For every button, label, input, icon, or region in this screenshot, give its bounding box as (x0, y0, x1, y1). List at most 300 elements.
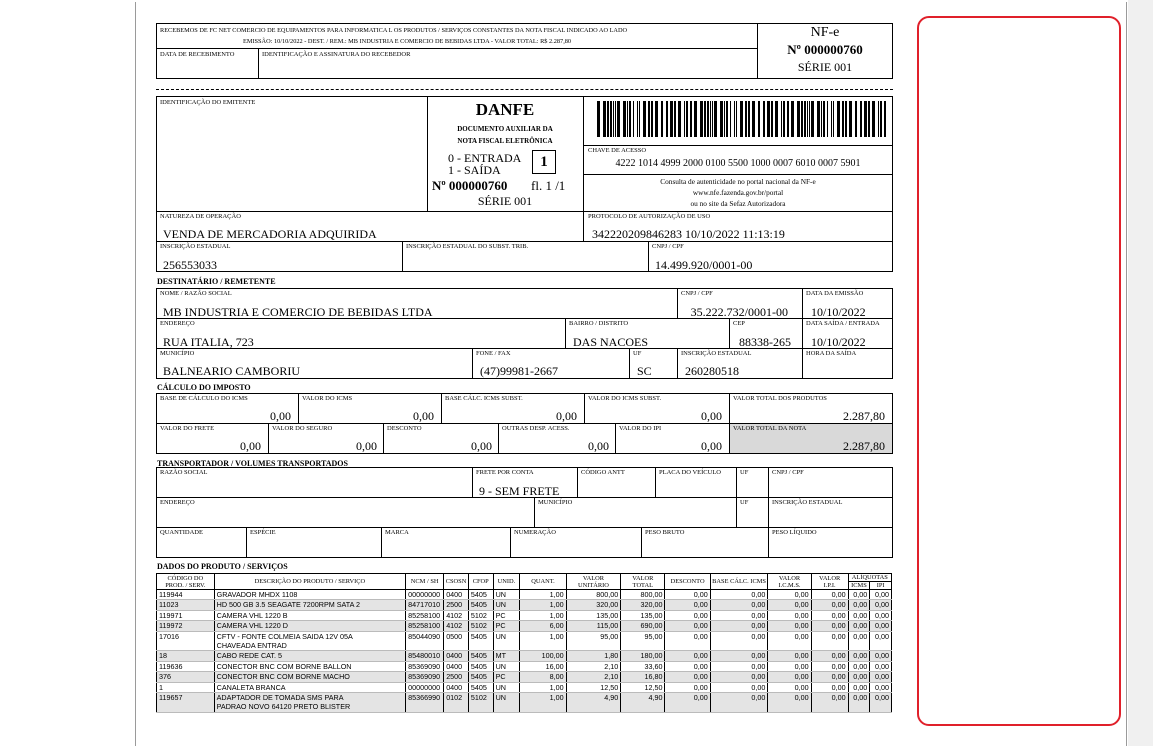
issue-date-label: DATA DA EMISSÃO (806, 290, 864, 297)
carrier-uf-label: UF (740, 469, 749, 476)
icms-st-value: 0,00 (701, 409, 722, 423)
other-expenses-value: 0,00 (588, 439, 609, 453)
barcode-bar (610, 101, 612, 137)
products-section-title: DADOS DO PRODUTO / SERVIÇOS (157, 562, 288, 571)
recipient-ie-label: INSCRIÇÃO ESTADUAL (681, 350, 752, 357)
barcode-bar (880, 101, 882, 137)
other-expenses-label: OUTRAS DESP. ACESS. (502, 425, 570, 432)
cell-ipi: 0,00 (811, 672, 848, 682)
cell-un: PC (493, 672, 520, 682)
cell-dsc: 0,00 (665, 661, 710, 671)
icms-value: 0,00 (413, 409, 434, 423)
table-row (157, 693, 892, 713)
barcode-bar (694, 101, 697, 137)
cell-unit: 800,00 (566, 590, 621, 600)
protocol-value: 342220209846283 10/10/2022 11:13:19 (592, 227, 785, 241)
cell-cfop: 5405 (468, 631, 493, 651)
barcode-bar (651, 101, 653, 137)
cell-un: UN (493, 590, 520, 600)
col-unit-price-header: VALOR UNITÁRIO (566, 574, 621, 590)
cell-desc-line: ADAPTADOR DE TOMADA SMS PARA (216, 693, 344, 703)
cell-cod: 119657 (157, 693, 215, 713)
cell-unit: 4,90 (566, 693, 621, 713)
cell-base: 0,00 (710, 672, 768, 682)
barcode-bar (730, 101, 731, 137)
recipient-zip: 88338-265 (739, 335, 791, 349)
cell-desc-line: CABO REDE CAT. 5 (216, 651, 283, 661)
products-table (156, 573, 892, 713)
cell-cfop: 5102 (468, 693, 493, 713)
cell-csosn: 2500 (444, 672, 469, 682)
barcode-bar (771, 101, 773, 137)
cell-ncm: 85369090 (406, 672, 444, 682)
table-row (157, 590, 892, 600)
freight-mode: 9 - SEM FRETE (479, 484, 560, 498)
cell-ai: 0,00 (848, 672, 870, 682)
cell-ai: 0,00 (848, 621, 870, 631)
barcode-bar (842, 101, 844, 137)
cell-base: 0,00 (710, 600, 768, 610)
cell-qtd: 100,00 (520, 651, 566, 661)
cell-base: 0,00 (710, 621, 768, 631)
cell-icms: 0,00 (768, 682, 811, 692)
cell-desc (214, 672, 405, 682)
table-row (157, 610, 892, 620)
invoice-total: 2.287,80 (843, 439, 885, 453)
table-row (157, 672, 892, 682)
cell-ipi: 0,00 (811, 693, 848, 713)
cell-base: 0,00 (710, 693, 768, 713)
cell-icms: 0,00 (768, 631, 811, 651)
table-row (157, 661, 892, 671)
issuer-ie-label: INSCRIÇÃO ESTADUAL (160, 243, 231, 250)
recipient-district: DAS NACOES (573, 335, 649, 349)
cell-ipi: 0,00 (811, 621, 848, 631)
cell-dsc: 0,00 (665, 610, 710, 620)
barcode-bar (837, 101, 840, 137)
danfe-title: DANFE (475, 100, 535, 119)
tax-section-title: CÁLCULO DO IMPOSTO (157, 383, 251, 392)
barcode-bar (783, 101, 785, 137)
cell-unit: 320,00 (566, 600, 621, 610)
cell-dsc: 0,00 (665, 682, 710, 692)
cell-desc (214, 651, 405, 661)
barcode-bar (684, 101, 685, 137)
cell-total: 135,00 (621, 610, 665, 620)
cell-cod: 376 (157, 672, 215, 682)
cell-cfop: 5405 (468, 590, 493, 600)
cell-unit: 1,80 (566, 651, 621, 661)
insurance-value: 0,00 (356, 439, 377, 453)
barcode-bar (666, 101, 668, 137)
table-row (157, 621, 892, 631)
cell-csosn: 4102 (444, 610, 469, 620)
issuer-ie-value: 256553033 (163, 258, 217, 272)
cell-un: UN (493, 693, 520, 713)
discount-value: 0,00 (471, 439, 492, 453)
cell-total: 800,00 (621, 590, 665, 600)
cell-qtd: 8,00 (520, 672, 566, 682)
cell-desc (214, 631, 405, 651)
barcode-bar (864, 101, 867, 137)
barcode-bar (670, 101, 673, 137)
cell-icms: 0,00 (768, 651, 811, 661)
exit-option: 1 - SAÍDA (448, 163, 501, 177)
barcode-bar (748, 101, 750, 137)
col-quantity-header: QUANT. (520, 574, 566, 590)
carrier-ie-label: INSCRIÇÃO ESTADUAL (772, 499, 843, 506)
barcode-bar (734, 101, 735, 137)
stub-nfe-label: NF-e (810, 25, 840, 40)
cell-desc-line: GRAVADOR MHDX 1108 (216, 590, 298, 599)
recipient-phone: (47)99981-2667 (480, 364, 558, 378)
cell-un: MT (493, 651, 520, 661)
cell-icms: 0,00 (768, 661, 811, 671)
barcode-bar (855, 101, 857, 137)
col-description-header: DESCRIÇÃO DO PRODUTO / SERVIÇO (214, 574, 405, 590)
barcode-bar (823, 101, 825, 137)
table-row (157, 600, 892, 610)
cell-base: 0,00 (710, 590, 768, 600)
cell-ap: 0,00 (870, 682, 892, 692)
col-icms-base-header: BASE CÁLC. ICMS (710, 574, 768, 590)
barcode-bar (603, 101, 606, 137)
recipient-zip-label: CEP (733, 320, 745, 327)
cell-unit: 12,50 (566, 682, 621, 692)
cell-unit: 135,00 (566, 610, 621, 620)
barcode-bar (884, 101, 886, 137)
cell-ai: 0,00 (848, 661, 870, 671)
barcode-bar (678, 101, 681, 137)
cell-ncm: 85258100 (406, 610, 444, 620)
stub-text-line2: EMISSÃO: 10/10/2022 - DEST. / REM.: MB INDUSTRIA E COMERCIO DE BEBIDAS LTDA - VALOR TOTAL: R$ 2.287,80 (243, 38, 572, 45)
cell-ap: 0,00 (870, 621, 892, 631)
cell-desc (214, 600, 405, 610)
carrier-name-label: RAZÃO SOCIAL (160, 469, 208, 476)
protocol-label: PROTOCOLO DE AUTORIZAÇÃO DE USO (588, 213, 711, 220)
barcode-bar (643, 101, 646, 137)
vehicle-plate-label: PLACA DO VEÍCULO (659, 469, 721, 476)
barcode-bar (872, 101, 875, 137)
cell-total: 180,00 (621, 651, 665, 661)
cell-icms: 0,00 (768, 693, 811, 713)
operation-type-box: 1 (532, 150, 556, 174)
cell-ncm: 85044090 (406, 631, 444, 651)
carrier-city-label: MUNICÍPIO (538, 499, 573, 506)
cell-csosn: 0400 (444, 590, 469, 600)
col-rate-ipi-header: IPI (870, 582, 892, 590)
cell-ai: 0,00 (848, 651, 870, 661)
cell-unit: 2,10 (566, 672, 621, 682)
cell-cfop: 5405 (468, 672, 493, 682)
recipient-section-title: DESTINATÁRIO / REMETENTE (157, 277, 276, 286)
barcode-bar (607, 101, 609, 137)
cell-qtd: 1,00 (520, 610, 566, 620)
barcode-bar (787, 101, 789, 137)
barcode-bar (661, 101, 663, 137)
col-icms-value-header: VALOR I.C.M.S. (768, 574, 811, 590)
cell-ipi: 0,00 (811, 661, 848, 671)
gross-weight-label: PESO BRUTO (645, 529, 685, 536)
cell-desc-line: CONECTOR BNC COM BORNE BALLON (216, 661, 352, 671)
cell-icms: 0,00 (768, 610, 811, 620)
barcode-bar (623, 101, 626, 137)
barcode-bar (831, 101, 832, 137)
barcode-bar (690, 101, 692, 137)
cell-ncm: 85258100 (406, 621, 444, 631)
stub-invoice-number: Nº 000000760 (787, 42, 863, 57)
cell-ipi: 0,00 (811, 631, 848, 651)
cut-line (156, 89, 893, 90)
cell-qtd: 1,00 (520, 682, 566, 692)
cell-total: 16,80 (621, 672, 665, 682)
cell-un: UN (493, 631, 520, 651)
icms-st-base-label: BASE CÁLC. ICMS SUBST. (445, 395, 523, 402)
cell-cfop: 5405 (468, 661, 493, 671)
barcode-bar (712, 101, 713, 137)
barcode-bar (648, 101, 650, 137)
cell-cfop: 5405 (468, 600, 493, 610)
barcode-bar (639, 101, 640, 137)
numbering-label: NUMERAÇÃO (514, 529, 556, 536)
cell-dsc: 0,00 (665, 631, 710, 651)
cell-unit: 115,00 (566, 621, 621, 631)
col-rate-icms-header: ICMS (848, 582, 870, 590)
cell-ipi: 0,00 (811, 600, 848, 610)
barcode-bar (781, 101, 782, 137)
cell-qtd: 1,00 (520, 590, 566, 600)
carrier-block (156, 467, 893, 558)
danfe-sheet: fl. 1 /1 (531, 178, 566, 193)
issuer-cnpj-label: CNPJ / CPF (652, 243, 684, 250)
cell-desc-line: CFTV - FONTE COLMEIA SAIDA 12V 05A (216, 631, 353, 641)
icms-base-label: BASE DE CÁLCULO DO ICMS (160, 395, 248, 402)
authenticity-line-2[interactable]: www.nfe.fazenda.gov.br/portal (692, 188, 784, 197)
barcode-bar (597, 101, 600, 137)
cell-cod: 119636 (157, 661, 215, 671)
receiver-signature-label: IDENTIFICAÇÃO E ASSINATURA DO RECEBEDOR (262, 51, 411, 58)
exit-date-label: DATA SAÍDA / ENTRADA (806, 320, 880, 327)
cell-cod: 18 (157, 651, 215, 661)
cell-un: UN (493, 682, 520, 692)
cell-desc-line: HD 500 GB 3.5 SEAGATE 7200RPM SATA 2 (216, 600, 361, 610)
col-discount-header: DESCONTO (665, 574, 710, 590)
cell-dsc: 0,00 (665, 672, 710, 682)
barcode-bar (686, 101, 688, 137)
cell-ai: 0,00 (848, 600, 870, 610)
issuer-label: IDENTIFICAÇÃO DO EMITENTE (160, 99, 256, 106)
barcode-bar (674, 101, 676, 137)
recipient-address: RUA ITALIA, 723 (163, 335, 254, 349)
barcode-bar (752, 101, 755, 137)
cell-ipi: 0,00 (811, 590, 848, 600)
barcode-bar (797, 101, 800, 137)
issuer-cnpj-value: 14.499.920/0001-00 (655, 258, 753, 272)
barcode-bar (817, 101, 820, 137)
cell-un: PC (493, 621, 520, 631)
col-ipi-value-header: VALOR I.P.I. (811, 574, 848, 590)
cell-cod: 119972 (157, 621, 215, 631)
cell-cod: 11023 (157, 600, 215, 610)
recipient-address-label: ENDEREÇO (160, 320, 195, 327)
species-label: ESPÉCIE (250, 529, 276, 536)
access-key-value: 4222 1014 4999 2000 0100 5500 1000 0007 6010 0007 5901 (615, 158, 861, 169)
freight-value: 0,00 (240, 439, 261, 453)
quantity-label: QUANTIDADE (160, 529, 203, 536)
cell-csosn: 0102 (444, 693, 469, 713)
barcode-bar (833, 101, 834, 137)
cell-ap: 0,00 (870, 693, 892, 713)
cell-desc (214, 621, 405, 631)
cell-total: 95,00 (621, 631, 665, 651)
cell-icms: 0,00 (768, 672, 811, 682)
recipient-cnpj: 35.222.732/0001-00 (690, 305, 788, 319)
barcode-bar (849, 101, 852, 137)
cell-csosn: 0400 (444, 661, 469, 671)
cell-desc-line: CONECTOR BNC COM BORNE MACHO (216, 672, 350, 682)
recipient-name-label: NOME / RAZÃO SOCIAL (160, 290, 232, 297)
cell-ncm: 00000000 (406, 590, 444, 600)
cell-desc-line: CHAVEADA ENTRAD (216, 641, 287, 651)
danfe-subtitle-2: NOTA FISCAL ELETRÔNICA (457, 137, 553, 145)
recipient-name: MB INDUSTRIA E COMERCIO DE BEBIDAS LTDA (163, 305, 433, 319)
danfe-invoice-number: Nº 000000760 (432, 178, 508, 193)
barcode-bar (613, 101, 614, 137)
cell-ncm: 85366990 (406, 693, 444, 713)
antt-label: CÓDIGO ANTT (581, 469, 625, 476)
cell-ipi: 0,00 (811, 610, 848, 620)
cell-ap: 0,00 (870, 631, 892, 651)
cell-un: UN (493, 600, 520, 610)
vertical-scrollbar[interactable] (1128, 0, 1153, 746)
icms-st-base: 0,00 (556, 409, 577, 423)
barcode-bar (868, 101, 870, 137)
barcode-bar (724, 101, 725, 137)
cell-ai: 0,00 (848, 590, 870, 600)
cell-ipi: 0,00 (811, 651, 848, 661)
barcode-bar (720, 101, 723, 137)
recipient-city: BALNEARIO CAMBORIU (163, 364, 301, 378)
cell-ncm: 85369090 (406, 661, 444, 671)
cell-dsc: 0,00 (665, 651, 710, 661)
cell-base: 0,00 (710, 682, 768, 692)
barcode-bar (627, 101, 628, 137)
barcode-bar (767, 101, 770, 137)
authenticity-line-3: ou no site da Sefaz Autorizadora (690, 199, 786, 208)
table-row (157, 682, 892, 692)
cell-ap: 0,00 (870, 672, 892, 682)
barcode-bar (726, 101, 728, 137)
barcode-bar (775, 101, 778, 137)
issuer-ie-st-label: INSCRIÇÃO ESTADUAL DO SUBST. TRIB. (406, 243, 529, 250)
barcode-bar (637, 101, 638, 137)
cell-cod: 1 (157, 682, 215, 692)
barcode-bar (736, 101, 737, 137)
cell-un: UN (493, 661, 520, 671)
receipt-date-label: DATA DE RECEBIMENTO (160, 51, 235, 58)
cell-cfop: 5405 (468, 682, 493, 692)
cell-ai: 0,00 (848, 682, 870, 692)
ipi-value: 0,00 (701, 439, 722, 453)
barcode-bar (860, 101, 862, 137)
cell-qtd: 16,00 (520, 661, 566, 671)
cell-desc (214, 610, 405, 620)
barcode-bar (845, 101, 847, 137)
col-unit-header: UNID. (493, 574, 520, 590)
cell-dsc: 0,00 (665, 621, 710, 631)
icms-st-value-label: VALOR DO ICMS SUBST. (588, 395, 662, 402)
barcode-bar (655, 101, 658, 137)
barcode-bar (745, 101, 747, 137)
invoice-total-label: VALOR TOTAL DA NOTA (733, 425, 807, 432)
barcode (597, 98, 887, 142)
danfe-subtitle-1: DOCUMENTO AUXILIAR DA (457, 125, 553, 133)
col-total-header: VALOR TOTAL (621, 574, 665, 590)
barcode-bar (791, 101, 794, 137)
barcode-bar (827, 101, 828, 137)
barcode-bar (758, 101, 760, 137)
cell-icms: 0,00 (768, 590, 811, 600)
highlight-annotation-box (917, 16, 1121, 726)
cell-desc (214, 693, 405, 713)
barcode-bar (809, 101, 810, 137)
danfe-series: SÉRIE 001 (477, 194, 533, 208)
col-cfop-header: CFOP (468, 574, 493, 590)
cell-desc-line: CAMERA VHL 1220 D (216, 621, 288, 631)
cell-icms: 0,00 (768, 621, 811, 631)
cell-csosn: 0400 (444, 651, 469, 661)
cell-cod: 119971 (157, 610, 215, 620)
barcode-bar (707, 101, 709, 137)
insurance-label: VALOR DO SEGURO (272, 425, 333, 432)
col-rates-header: ALÍQUOTAS (848, 574, 891, 582)
cell-base: 0,00 (710, 610, 768, 620)
cell-base: 0,00 (710, 661, 768, 671)
recipient-city-label: MUNICÍPIO (160, 350, 195, 357)
cell-cfop: 5102 (468, 621, 493, 631)
cell-ipi: 0,00 (811, 682, 848, 692)
recipient-district-label: BAIRRO / DISTRITO (569, 320, 629, 327)
barcode-bar (811, 101, 814, 137)
barcode-bar (714, 101, 717, 137)
barcode-bar (821, 101, 822, 137)
cell-csosn: 0500 (444, 631, 469, 651)
cell-ai: 0,00 (848, 610, 870, 620)
recipient-phone-label: FONE / FAX (476, 350, 511, 357)
carrier-cnpj-label: CNPJ / CPF (772, 469, 804, 476)
cell-csosn: 2500 (444, 600, 469, 610)
brand-label: MARCA (385, 529, 409, 536)
cell-ap: 0,00 (870, 661, 892, 671)
entry-option: 0 - ENTRADA (448, 151, 522, 165)
cell-icms: 0,00 (768, 600, 811, 610)
barcode-bar (615, 101, 616, 137)
barcode-bar (804, 101, 806, 137)
cell-desc-line: CANALETA BRANCA (216, 682, 286, 692)
cell-desc-line: PADRAO NOVO 64120 PRETO BLISTER (216, 702, 351, 712)
cell-qtd: 6,00 (520, 621, 566, 631)
cell-ncm: 85480010 (406, 651, 444, 661)
products-total-label: VALOR TOTAL DOS PRODUTOS (733, 395, 827, 402)
operation-nature-label: NATUREZA DE OPERAÇÃO (160, 213, 241, 220)
barcode-bar (763, 101, 765, 137)
cell-qtd: 1,00 (520, 631, 566, 651)
cell-total: 320,00 (621, 600, 665, 610)
operation-nature-value: VENDA DE MERCADORIA ADQUIRIDA (163, 227, 377, 241)
discount-label: DESCONTO (387, 425, 422, 432)
cell-dsc: 0,00 (665, 590, 710, 600)
carrier-address-label: ENDEREÇO (160, 499, 195, 506)
